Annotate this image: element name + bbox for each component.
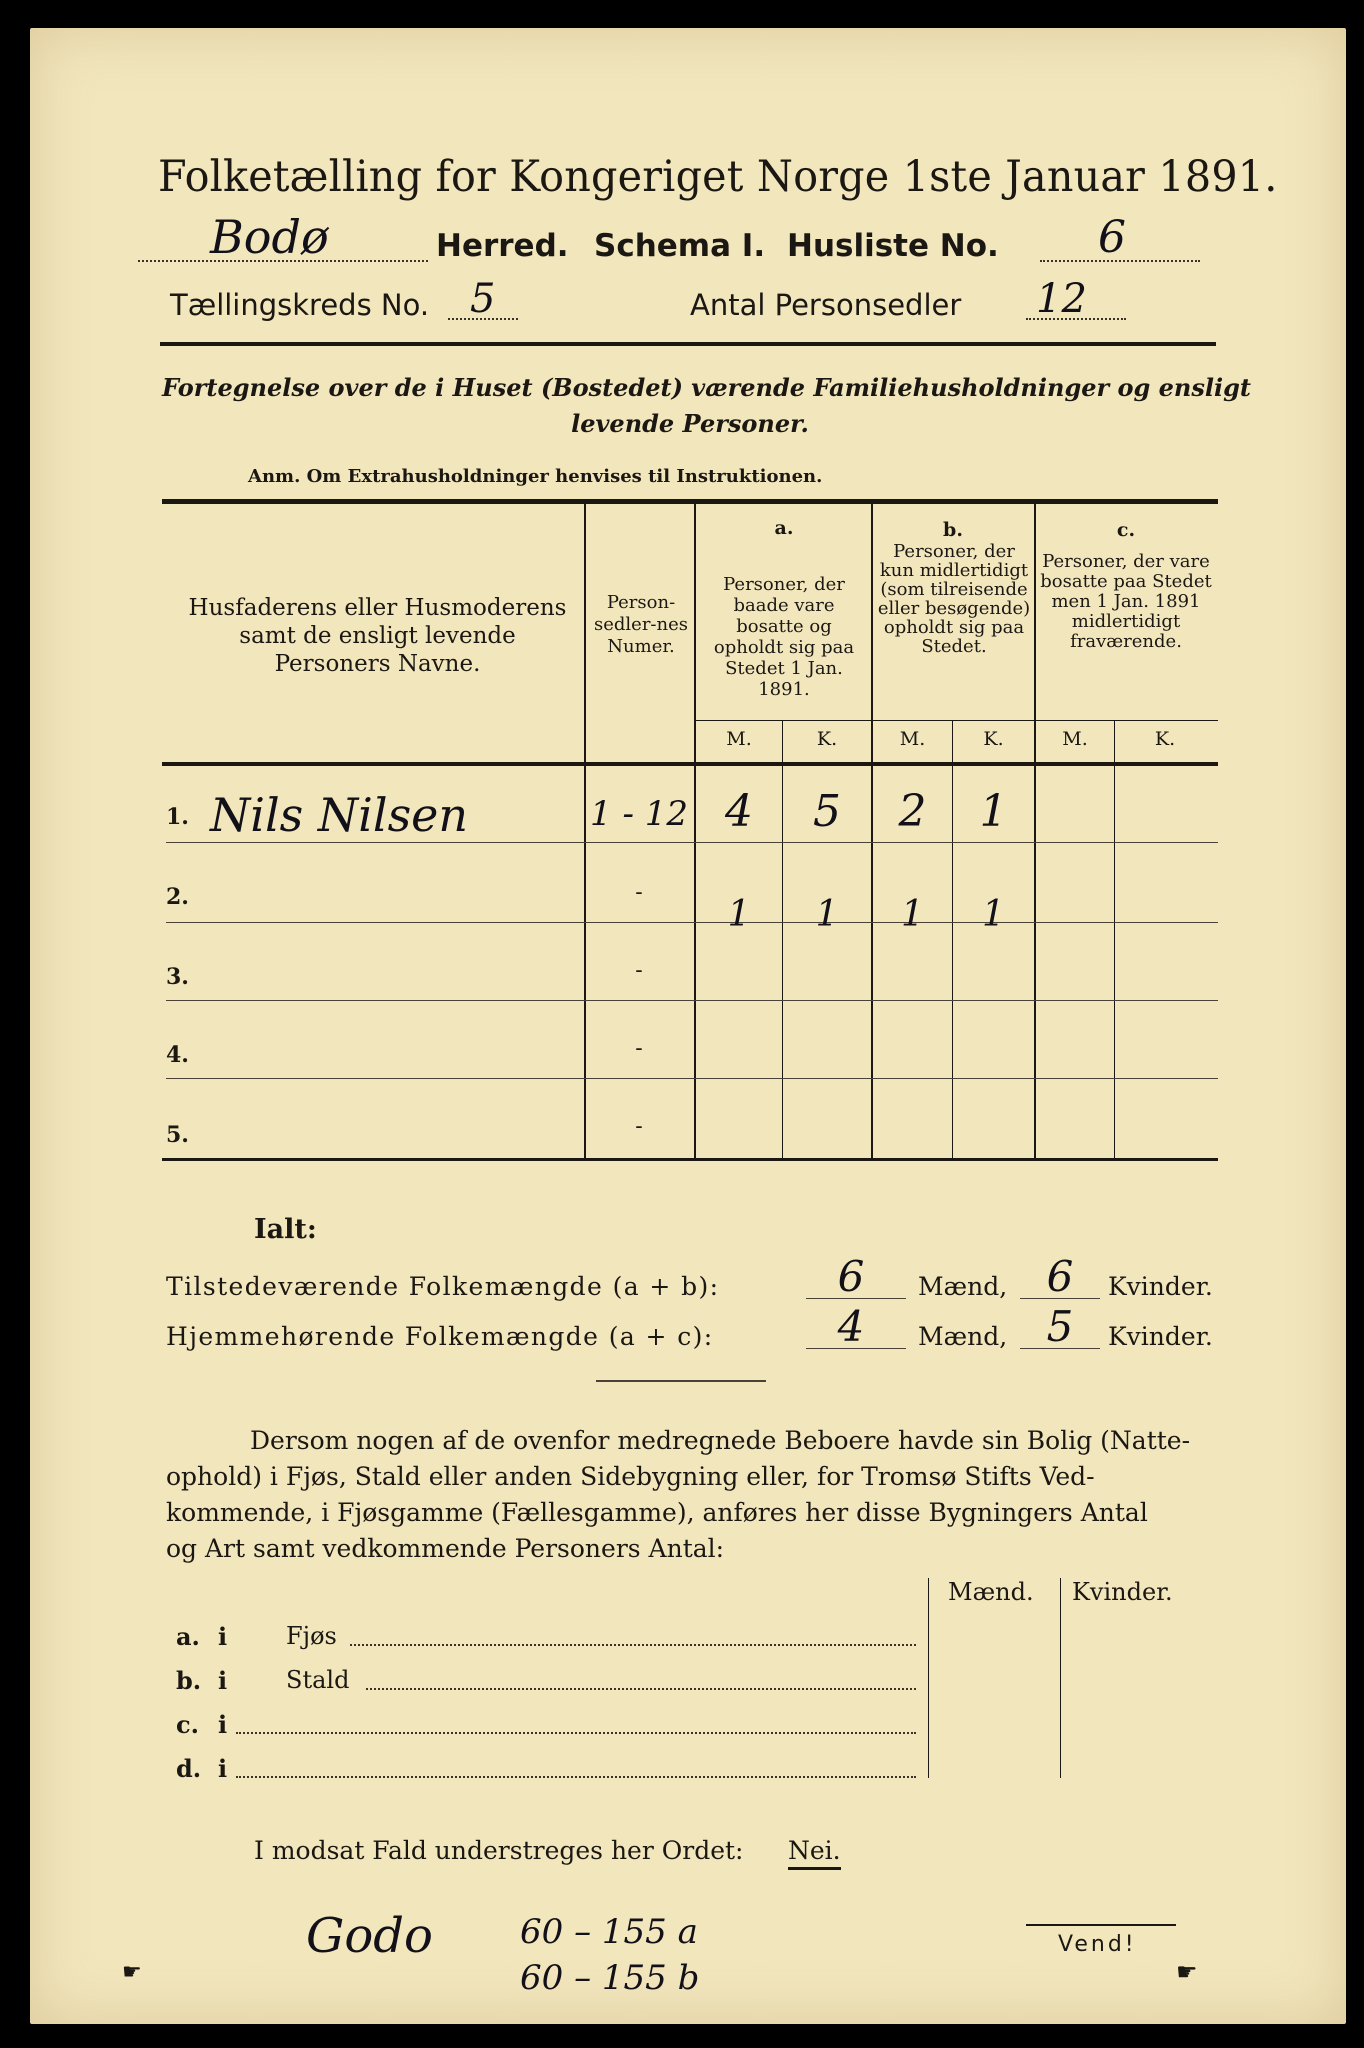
header-b-k: K. [983,728,1004,750]
a-k-value: 5 [813,786,841,837]
numer-value: - [635,958,643,983]
footer-place: Godo [306,1908,433,1964]
antal-label: Antal Personsedler [690,288,962,322]
numer-value: 1 - 12 [590,794,688,834]
tilstede-kvinder: Kvinder. [1108,1272,1213,1301]
building-letter: d. [176,1754,202,1783]
intro-line1: Fortegnelse over de i Huset (Bostedet) værende Familiehusholdninger og ensligt [162,373,1251,402]
building-i: i [218,1710,228,1739]
building-label: Fjøs [286,1622,337,1650]
buildings-kvinder: Kvinder. [1072,1578,1173,1606]
b-k-value: 1 [982,894,1005,935]
row-number: 2. [166,884,189,910]
footer-line1: 60 – 155 a [520,1912,698,1952]
hand-pointer-right-icon: ☛ [1176,1958,1198,1986]
building-i: i [218,1666,228,1695]
hjemme-m: 4 [837,1302,865,1351]
kreds-value: 5 [470,276,496,322]
row-number: 3. [166,964,189,990]
building-i: i [218,1754,228,1783]
buildings-para-2: ophold) i Fjøs, Stald eller anden Sidebygning eller, for Tromsø Stifts Ved- [166,1462,1095,1491]
modsat-word: Nei. [788,1836,841,1870]
row-number: 4. [166,1042,189,1068]
tilstede-maend: Mænd, [918,1272,1008,1301]
household-name: Nils Nilsen [210,788,469,842]
divider [596,1380,766,1382]
b-m-value: 2 [898,786,927,837]
header-c-letter: c. [1116,519,1136,541]
b-m-value: 1 [901,894,924,935]
hand-pointer-left-icon: ☛ [122,1960,142,1985]
tilstede-label: Tilstedeværende Folkemængde (a + b): [166,1272,720,1301]
header-numer: Person-sedler-nes Numer. [594,592,688,657]
a-m-value: 1 [727,894,751,935]
form-title: Folketælling for Kongeriget Norge 1ste Januar 1891. [158,152,1278,202]
header-a-m: M. [726,728,752,750]
ialt-label: Ialt: [254,1214,317,1245]
vend-label: Vend! [1058,1932,1137,1957]
header-c-k: K. [1154,728,1176,750]
header-b: Personer, der kun midlertidigt (som tilreisende eller besøgende) opholdt sig paa Stedet. [877,541,1031,657]
tilstede-m: 6 [837,1252,865,1301]
building-label: Stald [286,1666,350,1694]
hjemme-maend: Mænd, [918,1322,1008,1351]
anm-note: Anm. Om Extrahusholdninger henvises til Instruktionen. [248,466,823,487]
tilstede-k: 6 [1046,1252,1074,1301]
hjemme-kvinder: Kvinder. [1108,1322,1213,1351]
husliste-label: Husliste No. [787,228,999,264]
buildings-para-4: og Art samt vedkommende Personers Antal: [166,1534,725,1563]
buildings-para-3: kommende, i Fjøsgamme (Fællesgamme), anføres her disse Bygningers Antal [166,1498,1148,1527]
header-a: Personer, der baade vare bosatte og opholdt sig paa Stedet 1 Jan. 1891. [713,574,855,700]
numer-value: - [635,880,643,905]
numer-value: - [635,1114,643,1139]
row-number: 1. [166,804,189,830]
herred-value: Bodø [210,210,329,264]
header-b-m: M. [899,728,926,750]
census-form [30,28,1346,2024]
row-number: 5. [166,1122,189,1148]
hjemme-k: 5 [1046,1302,1074,1351]
husliste-value: 6 [1098,212,1126,263]
antal-value: 12 [1036,276,1087,322]
building-i: i [218,1622,228,1651]
kreds-label: Tællingskreds No. [170,288,430,322]
a-k-value: 1 [815,894,839,935]
b-k-value: 1 [979,786,1008,837]
herred-label: Herred. [436,228,569,264]
header-names: Husfaderens eller Husmoderens samt de ensligt levende Personers Navne. [188,595,567,677]
building-letter: c. [176,1710,199,1739]
intro-line2: levende Personer. [571,409,809,438]
header-a-letter: a. [774,517,794,539]
building-letter: b. [176,1666,202,1695]
modsat-text: I modsat Fald understreges her Ordet: [254,1836,744,1865]
schema-label: Schema I. [594,228,766,264]
footer-line2: 60 – 155 b [520,1958,700,1998]
a-m-value: 4 [725,786,753,837]
buildings-para-1: Dersom nogen af de ovenfor medregnede Beboere havde sin Bolig (Natte- [250,1426,1191,1455]
hjemme-label: Hjemmehørende Folkemængde (a + c): [166,1322,714,1351]
header-c: Personer, der vare bosatte paa Stedet men 1 Jan. 1891 midlertidigt fraværende. [1040,551,1212,652]
header-c-m: M. [1062,728,1088,750]
numer-value: - [635,1036,643,1061]
header-b-letter: b. [943,519,963,541]
building-letter: a. [176,1622,200,1651]
buildings-maend: Mænd. [948,1578,1034,1606]
header-a-k: K. [816,728,838,750]
